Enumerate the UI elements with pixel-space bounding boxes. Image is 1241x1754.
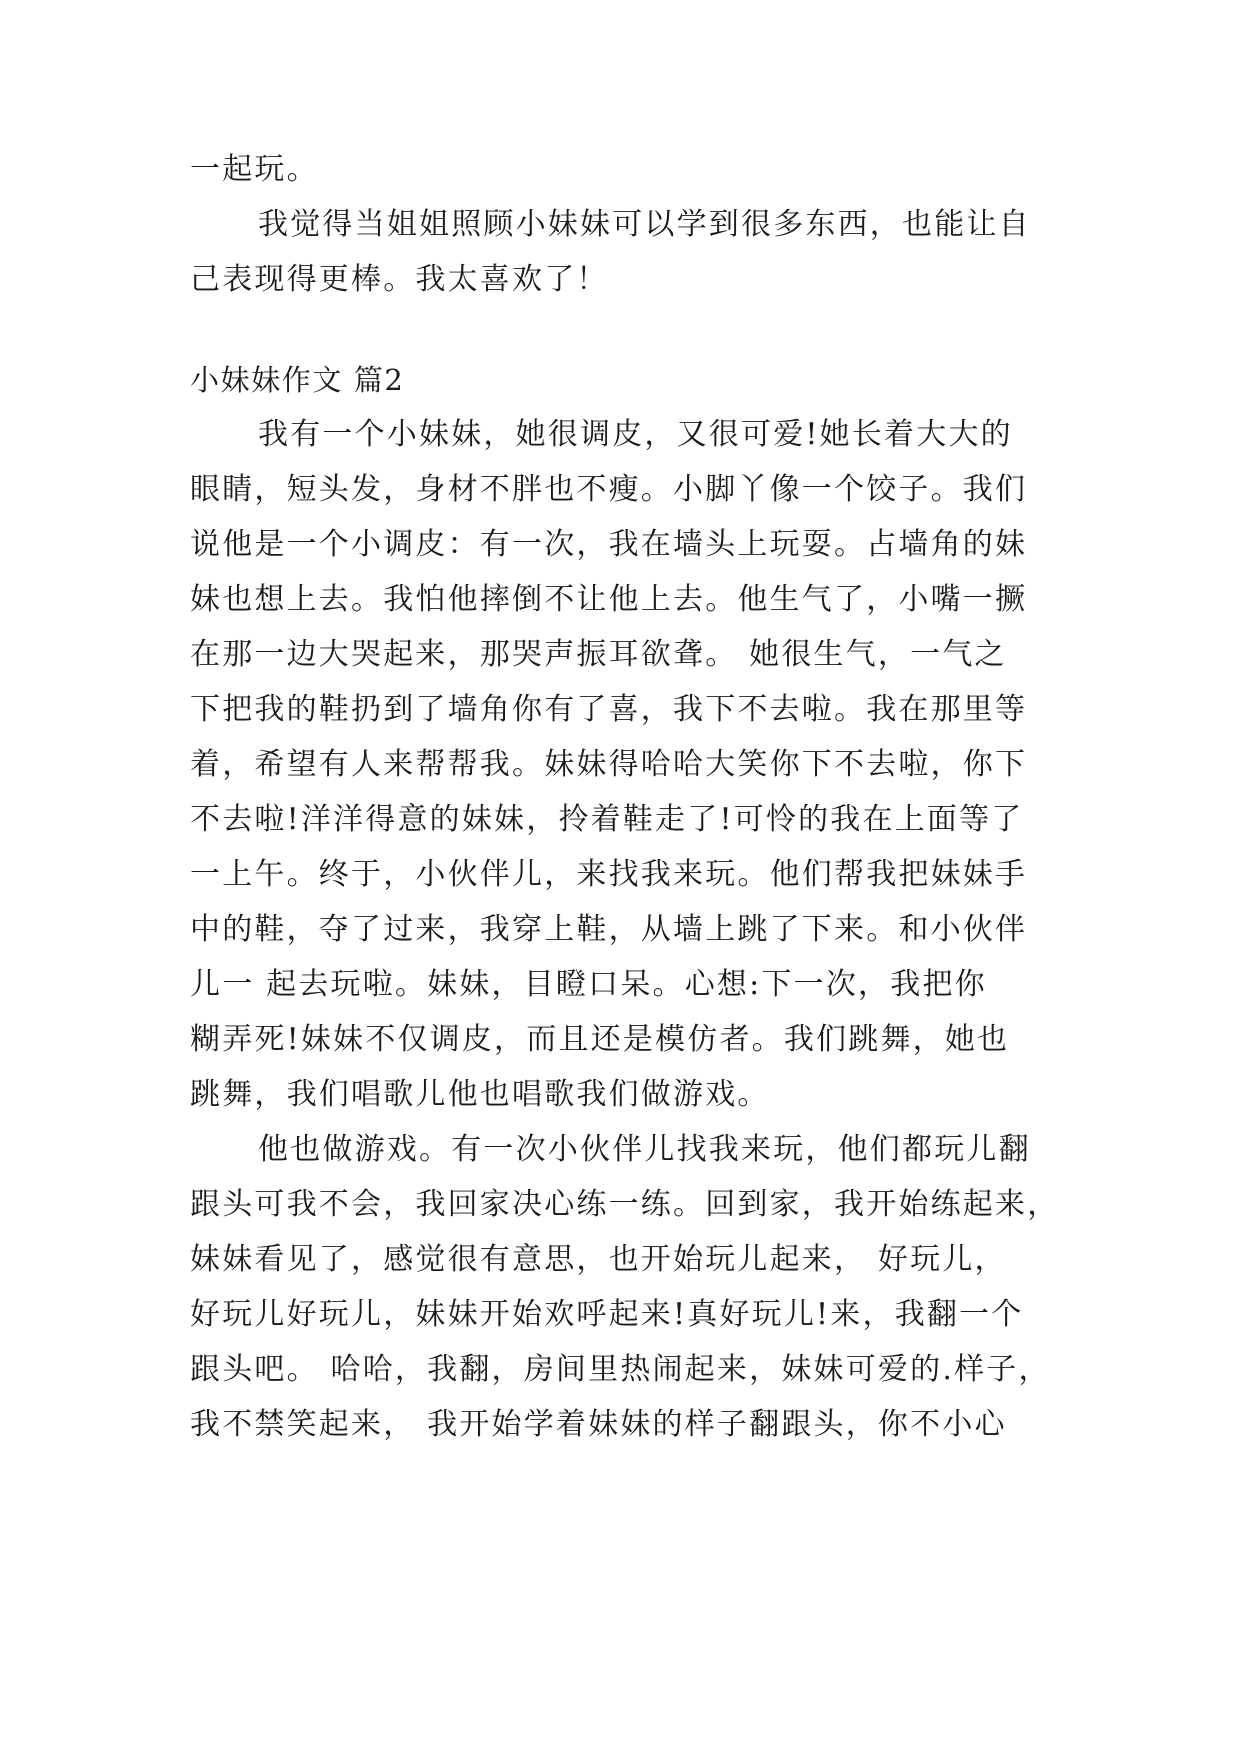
section-heading: 小妹妹作文 篇2: [190, 363, 405, 397]
paragraph-line: 中的鞋，夺了过来，我穿上鞋，从墙上跳了下来。和小伙伴: [190, 912, 1028, 947]
paragraph-line: 糊弄死!妹妹不仅调皮，而且还是模仿者。我们跳舞，她也: [190, 1022, 1010, 1057]
paragraph-line: 说他是一个小调皮：有一次，我在墙头上玩耍。占墙角的妹: [190, 527, 1028, 562]
paragraph-line: 己表现得更棒。我太喜欢了！: [190, 262, 609, 297]
paragraph-line: 眼睛，短头发，身材不胖也不瘦。小脚丫像一个饺子。我们: [190, 472, 1028, 507]
paragraph-line: 着，希望有人来帮帮我。妹妹得哈哈大笑你下不去啦，你下: [190, 747, 1028, 782]
paragraph-line: 妹妹看见了，感觉很有意思，也开始玩儿起来， 好玩儿，: [190, 1242, 1007, 1277]
paragraph-line: 下把我的鞋扔到了墙角你有了喜，我下不去啦。我在那里等: [190, 692, 1028, 727]
paragraph-line: 妹也想上去。我怕他摔倒不让他上去。他生气了，小嘴一撅: [190, 582, 1028, 617]
paragraph-line: 跟头可我不会，我回家决心练一练。回到家，我开始练起来，: [190, 1187, 1060, 1222]
paragraph-line: 在那一边大哭起来，那哭声振耳欲聋。 她很生气，一气之: [190, 637, 1007, 672]
paragraph-line: 一起玩。: [190, 152, 319, 187]
paragraph-line: 我觉得当姐姐照顾小妹妹可以学到很多东西，也能让自: [258, 207, 1031, 242]
paragraph-line: 儿一 起去玩啦。妹妹，目瞪口呆。心想:下一次，我把你: [190, 967, 987, 1002]
paragraph-line: 好玩儿好玩儿，妹妹开始欢呼起来!真好玩儿!来，我翻一个: [190, 1297, 1024, 1332]
paragraph-line: 一上午。终于，小伙伴儿，来找我来玩。他们帮我把妹妹手: [190, 857, 1028, 892]
paragraph-line: 他也做游戏。有一次小伙伴儿找我来玩，他们都玩儿翻: [258, 1132, 1031, 1167]
paragraph-line: 我有一个小妹妹，她很调皮，又很可爱!她长着大大的: [258, 417, 1013, 452]
paragraph-line: 跳舞，我们唱歌儿他也唱歌我们做游戏。: [190, 1077, 770, 1112]
paragraph-line: 不去啦!洋洋得意的妹妹，拎着鞋走了!可怜的我在上面等了: [190, 802, 1024, 837]
paragraph-line: 我不禁笑起来， 我开始学着妹妹的样子翻跟头，你不小心: [190, 1407, 1007, 1442]
paragraph-line: 跟头吧。 哈哈，我翻，房间里热闹起来，妹妹可爱的.样子，: [190, 1352, 1051, 1387]
